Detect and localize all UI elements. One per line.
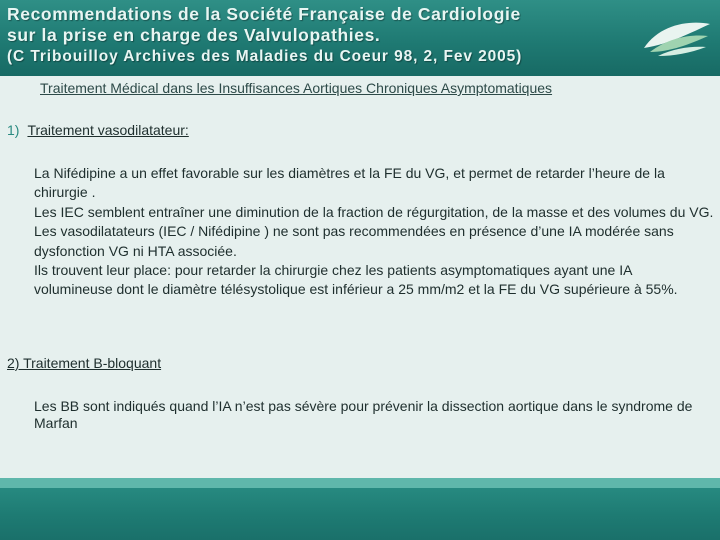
section-1-body xyxy=(34,164,714,300)
section-subtitle: Traitement Médical dans les Insuffisances Aortiques Chroniques Asymptomatiques xyxy=(40,80,553,96)
citation: (C Tribouilloy Archives des Maladies du Coeur 98, 2, Fev 2005) xyxy=(7,48,523,65)
paragraph: La Nifédipine a un effet favorable sur les diamètres et la FE du VG, et permet de retarder l’heure de la chirurgie . xyxy=(34,165,665,201)
leaf-logo-icon xyxy=(640,18,712,58)
footer-accent-stripe xyxy=(0,478,720,488)
paragraph: Les BB sont indiqués quand l’IA n’est pas sévère pour prévenir la dissection aortique dans le syndrome de Marfan xyxy=(34,398,693,431)
section-1-heading xyxy=(7,122,189,138)
title-line-1: Recommendations de la Société Française de Cardiologie xyxy=(7,4,521,24)
paragraph: Ils trouvent leur place: pour retarder la chirurgie chez les patients asymptomatiques ayant une IA volumineuse dont le diamètre télésystolique est inférieur a 25 mm/m2 et la FE du VG supérieure à 55%. xyxy=(34,262,678,298)
page-title xyxy=(7,4,522,67)
header-banner xyxy=(0,0,720,76)
section-1-title: Traitement vasodilatateur: xyxy=(27,122,189,138)
paragraph: Les IEC semblent entraîner une diminution de la fraction de régurgitation, de la masse et des volumes du VG. xyxy=(34,203,714,220)
paragraph: Les vasodilatateurs (IEC / Nifédipine ) ne sont pas recommendées en présence d’une IA modérée sans dysfonction VG ni HTA associée. xyxy=(34,223,674,259)
section-2-heading: 2) Traitement B-bloquant xyxy=(7,355,162,371)
section-1-number: 1) xyxy=(7,122,20,138)
section-2-body xyxy=(34,398,714,432)
title-line-2: sur la prise en charge des Valvulopathies. xyxy=(7,25,381,45)
